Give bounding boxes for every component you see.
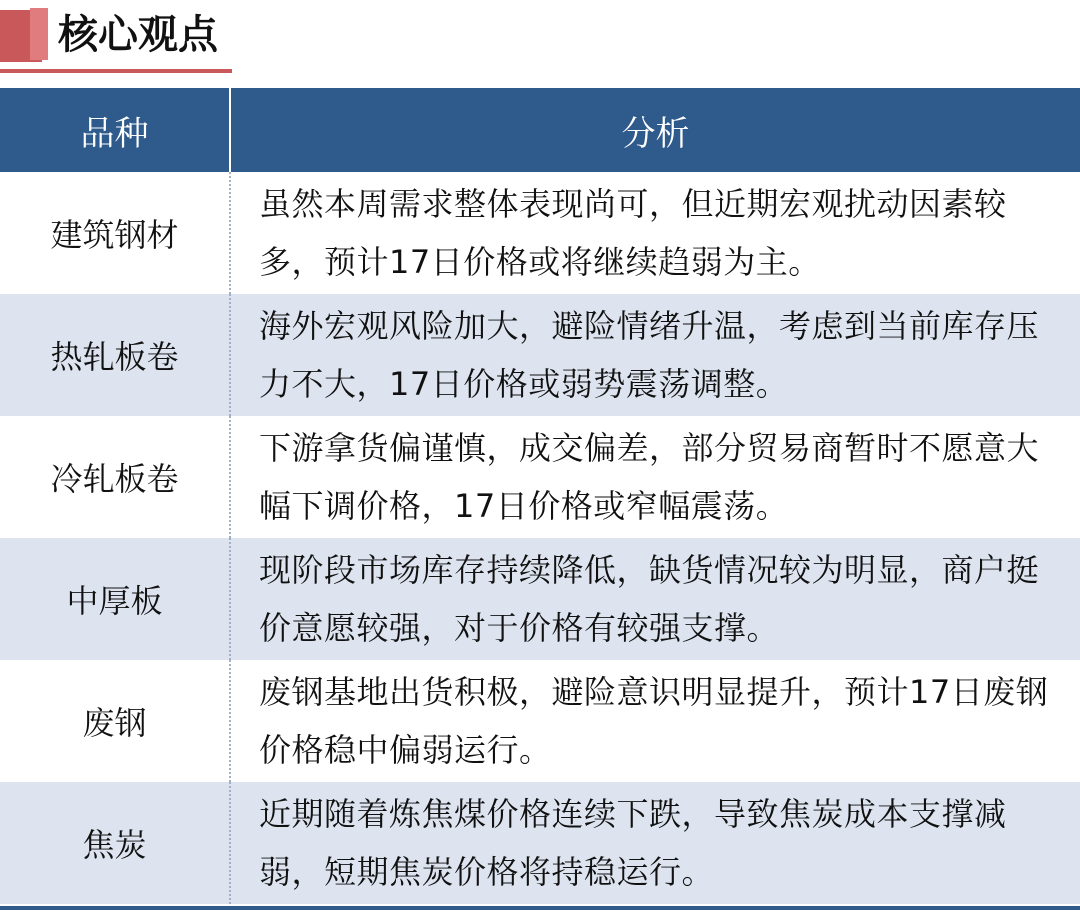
section-marker-accent [30, 8, 48, 60]
analysis-cell: 现阶段市场库存持续降低，缺货情况较为明显，商户挺价意愿较强，对于价格有较强支撑。 [259, 551, 1040, 647]
table-header-row [0, 88, 1080, 172]
table-row [0, 538, 1080, 660]
variety-cell: 建筑钢材 [0, 172, 230, 294]
analysis-cell: 废钢基地出货积极，避险意识明显提升，预计17日废钢价格稳中偏弱运行。 [259, 673, 1049, 769]
section-title: 核心观点 [58, 12, 218, 58]
section-title-underline [0, 69, 232, 73]
analysis-cell: 近期随着炼焦煤价格连续下跌，导致焦炭成本支撑减弱，短期焦炭价格将持稳运行。 [259, 795, 1007, 891]
core-views-table [0, 88, 1080, 904]
table-row [0, 782, 1080, 904]
table-row [0, 294, 1080, 416]
table-row [0, 660, 1080, 782]
variety-cell: 废钢 [0, 660, 230, 782]
table-bottom-rule [0, 906, 1080, 910]
table-row [0, 416, 1080, 538]
variety-cell: 中厚板 [0, 538, 230, 660]
section-header [0, 0, 240, 78]
table-row [0, 172, 1080, 294]
column-header-variety: 品种 [0, 88, 230, 172]
analysis-cell: 虽然本周需求整体表现尚可，但近期宏观扰动因素较多，预计17日价格或将继续趋弱为主。 [259, 185, 1007, 281]
variety-cell: 冷轧板卷 [0, 416, 230, 538]
analysis-cell: 下游拿货偏谨慎，成交偏差，部分贸易商暂时不愿意大幅下调价格，17日价格或窄幅震荡。 [259, 429, 1040, 525]
column-header-analysis: 分析 [230, 88, 1080, 172]
variety-cell: 热轧板卷 [0, 294, 230, 416]
variety-cell: 焦炭 [0, 782, 230, 904]
analysis-cell: 海外宏观风险加大，避险情绪升温，考虑到当前库存压力不大，17日价格或弱势震荡调整。 [259, 307, 1040, 403]
